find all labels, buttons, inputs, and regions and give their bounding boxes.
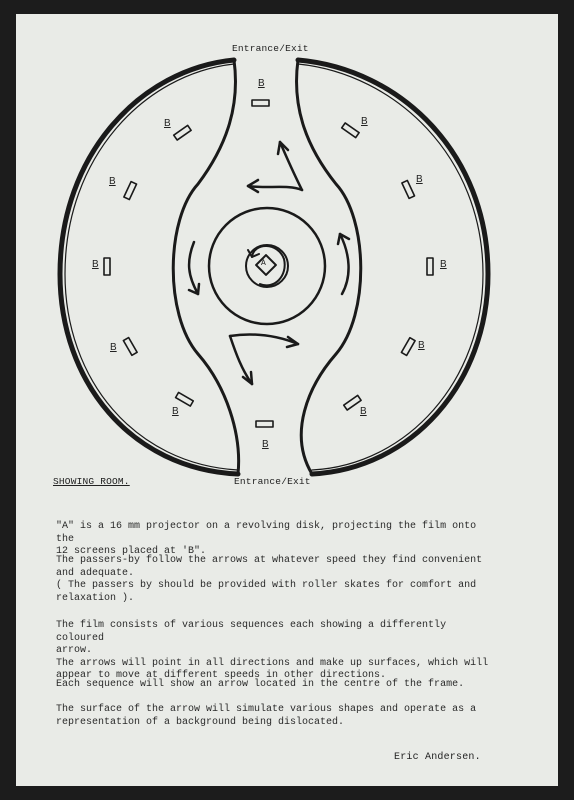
showing-room-diagram bbox=[16, 14, 558, 484]
screen-b bbox=[124, 182, 137, 200]
screen-b-label: B bbox=[164, 118, 171, 129]
screen-b bbox=[256, 421, 273, 427]
paragraph-arrow-centre: Each sequence will show an arrow located in the centre of the frame. bbox=[56, 679, 465, 690]
screen-b bbox=[342, 123, 359, 138]
screen-b-label: B bbox=[360, 406, 367, 417]
projector-label: A bbox=[261, 259, 267, 268]
screen-b-label: B bbox=[258, 78, 265, 89]
screens bbox=[104, 100, 433, 427]
screen-b bbox=[176, 392, 194, 406]
screen-b bbox=[174, 125, 191, 140]
screen-b bbox=[427, 258, 433, 275]
screen-b bbox=[252, 100, 269, 106]
right-outer-wall bbox=[298, 60, 488, 474]
left-outer-wall bbox=[60, 60, 238, 474]
screen-b bbox=[123, 338, 137, 356]
paragraph-projector: "A" is a 16 mm projector on a revolving disk, projecting the film onto the 12 screens placed at 'B". bbox=[56, 521, 477, 557]
entrance-top-label: Entrance/Exit bbox=[232, 43, 309, 54]
entrance-bottom-label: Entrance/Exit bbox=[234, 476, 311, 487]
signature: Eric Andersen. bbox=[394, 752, 481, 763]
arrow-top bbox=[248, 186, 302, 190]
screen-b-label: B bbox=[440, 259, 447, 270]
screen-b-label: B bbox=[92, 259, 99, 270]
paragraph-passers-by: The passers-by follow the arrows at whatever speed they find convenient and adequate. ( The passers by should be provided with roller skates for comfort and relaxation ). bbox=[56, 555, 483, 604]
arrow-left-curve bbox=[189, 242, 198, 294]
center-circle-outer bbox=[209, 208, 325, 324]
screen-b-label: B bbox=[361, 116, 368, 127]
right-inner-wall bbox=[297, 60, 361, 474]
screen-b-label: B bbox=[262, 439, 269, 450]
screen-b bbox=[104, 258, 110, 275]
document-page bbox=[16, 14, 558, 786]
screen-b bbox=[402, 180, 415, 198]
arrow-right-curve bbox=[340, 234, 349, 294]
screen-b-label: B bbox=[416, 174, 423, 185]
paragraph-film-sequences: The film consists of various sequences each showing a differently coloured arrow. The arrows will point in all directions and make up surfaces, which will appear to move at different speeds in other directions. bbox=[56, 620, 489, 681]
paragraph-arrow-surface: The surface of the arrow will simulate various shapes and operate as a representation of a background being dislocated. bbox=[56, 704, 477, 728]
screen-b-label: B bbox=[110, 342, 117, 353]
screen-b-label: B bbox=[418, 340, 425, 351]
left-inner-wall bbox=[173, 60, 238, 474]
center-circle-inner bbox=[246, 245, 288, 287]
caption-showing-room: SHOWING ROOM. bbox=[53, 476, 130, 487]
screen-b bbox=[344, 395, 361, 410]
screen-b bbox=[401, 338, 415, 356]
screen-b-label: B bbox=[172, 406, 179, 417]
screen-b-label: B bbox=[109, 176, 116, 187]
